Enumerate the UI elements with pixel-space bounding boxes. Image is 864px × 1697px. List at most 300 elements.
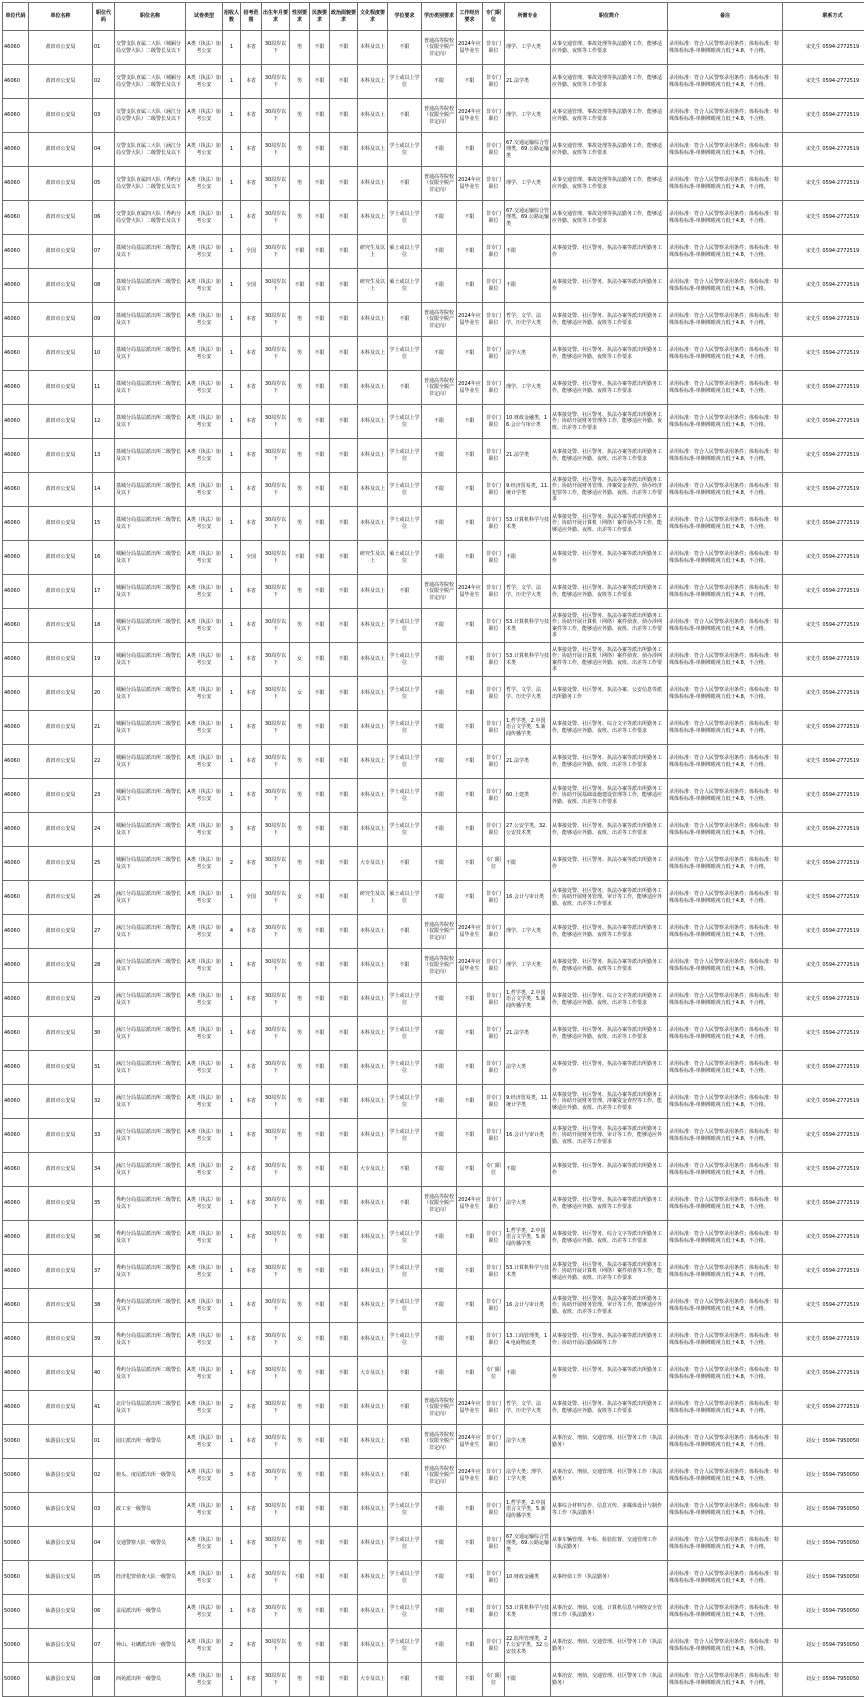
cell-position-code: 28 <box>93 949 115 983</box>
cell-education-category: 不限 <box>422 1561 457 1595</box>
cell-contact: 刘女士 0594-7950050 <box>783 1459 864 1493</box>
cell-unit-name: 莆田市公安局 <box>29 677 93 711</box>
cell-special-position: 非专门职位 <box>483 745 505 779</box>
cell-education-category: 不限 <box>422 1085 457 1119</box>
cell-birth-requirement: 30周岁以下 <box>262 1629 290 1663</box>
cell-education-requirement: 本科及以上 <box>358 133 388 167</box>
cell-exam-type: A类（执法）加考公安 <box>186 133 223 167</box>
cell-work-experience: 不限 <box>457 337 483 371</box>
table-row <box>3 1357 864 1391</box>
cell-education-requirement: 本科及以上 <box>358 983 388 1017</box>
cell-exam-type: A类（执法）加考公安 <box>186 1595 223 1629</box>
cell-required-major: 53.计算机科学与技术类 <box>505 1595 551 1629</box>
cell-work-experience: 2024年应届毕业生 <box>457 1425 483 1459</box>
cell-exam-type: A类（执法）加考公安 <box>186 1357 223 1391</box>
cell-required-major: 21.法学类 <box>505 745 551 779</box>
cell-unit-name: 莆田市公安局 <box>29 1255 93 1289</box>
cell-unit-code: 46060 <box>3 1357 29 1391</box>
cell-recruit-scope: 本省 <box>241 201 262 235</box>
cell-position-code: 12 <box>93 405 115 439</box>
cell-contact: 刘女士 0594-7950050 <box>783 1561 864 1595</box>
cell-degree-requirement: 不限 <box>388 371 422 405</box>
cell-recruit-scope: 本省 <box>241 439 262 473</box>
cell-unit-code: 46060 <box>3 1255 29 1289</box>
cell-gender-requirement: 男 <box>290 1017 310 1051</box>
cell-contact: 刘女士 0594-7950050 <box>783 1595 864 1629</box>
cell-ethnicity-requirement: 不限 <box>310 201 330 235</box>
cell-remarks: 录用标准：符合人民警察录用条件；体检标准：特殊体检标准-单侧裸眼视力低于4.8，不合格。 <box>668 1153 783 1187</box>
cell-position-name: 城厢分局基层派出所二级警长及以下 <box>115 779 186 813</box>
cell-ethnicity-requirement: 不限 <box>310 269 330 303</box>
cell-remarks: 录用标准：符合人民警察录用条件；体检标准：特殊体检标准-单侧裸眼视力低于4.8，不合格。 <box>668 1187 783 1221</box>
cell-unit-name: 莆田市公安局 <box>29 1017 93 1051</box>
table-row <box>3 371 864 405</box>
cell-unit-name: 莆田市公安局 <box>29 439 93 473</box>
cell-exam-type: A类（执法）加考公安 <box>186 269 223 303</box>
cell-recruit-scope: 本省 <box>241 337 262 371</box>
cell-education-requirement: 本科及以上 <box>358 1391 388 1425</box>
cell-required-major: 不限 <box>505 235 551 269</box>
cell-education-category: 普通高等院校（仅限全脱产非定向） <box>422 303 457 337</box>
cell-contact: 宋先生 0594-2772519 <box>783 983 864 1017</box>
cell-unit-code: 46060 <box>3 677 29 711</box>
cell-position-name: 涵江分局基层派出所二级警长及以下 <box>115 983 186 1017</box>
cell-recruit-scope: 本省 <box>241 677 262 711</box>
cell-special-position: 非专门职位 <box>483 1527 505 1561</box>
cell-education-category: 不限 <box>422 1493 457 1527</box>
cell-recruit-count: 2 <box>223 1153 241 1187</box>
cell-position-description: 从事接处警、社区警务、执法办案等派出所勤务工作；协助开展财务管理、审计等工作，能够适应外勤、夜班、出差等工作要求 <box>551 881 668 915</box>
cell-ethnicity-requirement: 不限 <box>310 1595 330 1629</box>
cell-ethnicity-requirement: 不限 <box>310 983 330 1017</box>
cell-contact: 宋先生 0594-2772519 <box>783 779 864 813</box>
cell-recruit-count: 1 <box>223 1561 241 1595</box>
cell-exam-type: A类（执法）加考公安 <box>186 677 223 711</box>
cell-recruit-count: 1 <box>223 1527 241 1561</box>
cell-special-position: 非专门职位 <box>483 711 505 745</box>
cell-unit-code: 50060 <box>3 1629 29 1663</box>
cell-degree-requirement: 学士或以上学位 <box>388 779 422 813</box>
cell-work-experience: 不限 <box>457 1663 483 1697</box>
cell-required-major: 1.哲学类，2.中国语言文学类，5.新闻传播学类 <box>505 711 551 745</box>
cell-position-description: 从事接处警、社区警务、执法办案等派出所勤务工作 <box>551 847 668 881</box>
cell-gender-requirement: 男 <box>290 1051 310 1085</box>
cell-unit-name: 莆田市公安局 <box>29 133 93 167</box>
cell-remarks: 录用标准：符合人民警察录用条件；体检标准：特殊体检标准-单侧裸眼视力低于4.8，不合格。 <box>668 133 783 167</box>
table-row <box>3 1323 864 1357</box>
table-row <box>3 779 864 813</box>
header-degree-requirement: 学位要求 <box>388 3 422 31</box>
header-unit-code: 单位代码 <box>3 3 29 31</box>
cell-birth-requirement: 30周岁以下 <box>262 507 290 541</box>
cell-education-category: 不限 <box>422 269 457 303</box>
cell-work-experience: 不限 <box>457 1357 483 1391</box>
cell-ethnicity-requirement: 不限 <box>310 31 330 65</box>
cell-birth-requirement: 30周岁以下 <box>262 1663 290 1697</box>
cell-contact: 刘女士 0594-7950050 <box>783 1527 864 1561</box>
header-political-requirement: 政治面貌要求 <box>330 3 358 31</box>
cell-gender-requirement: 男 <box>290 1663 310 1697</box>
cell-position-description: 从事接处警、社区警务、执法办案等派出所勤务工作，能够适应外勤、夜班等工作要求 <box>551 949 668 983</box>
cell-exam-type: A类（执法）加考公安 <box>186 813 223 847</box>
cell-unit-name: 莆田市公安局 <box>29 269 93 303</box>
cell-special-position: 非专门职位 <box>483 1493 505 1527</box>
cell-political-requirement: 不限 <box>330 677 358 711</box>
cell-contact: 宋先生 0594-2772519 <box>783 31 864 65</box>
cell-contact: 宋先生 0594-2772519 <box>783 269 864 303</box>
cell-birth-requirement: 30周岁以下 <box>262 983 290 1017</box>
cell-birth-requirement: 30周岁以下 <box>262 133 290 167</box>
cell-exam-type: A类（执法）加考公安 <box>186 1085 223 1119</box>
cell-recruit-count: 1 <box>223 1017 241 1051</box>
cell-remarks: 录用标准：符合人民警察录用条件；体检标准：特殊体检标准-单侧裸眼视力低于4.8，不合格。 <box>668 1493 783 1527</box>
cell-position-name: 荔城分局基层派出所二级警长及以下 <box>115 371 186 405</box>
cell-recruit-count: 1 <box>223 473 241 507</box>
cell-ethnicity-requirement: 不限 <box>310 677 330 711</box>
cell-gender-requirement: 男 <box>290 1357 310 1391</box>
cell-position-name: 榜头、度尾派出所一级警员 <box>115 1459 186 1493</box>
cell-political-requirement: 不限 <box>330 643 358 677</box>
header-work-experience: 工作经历要求 <box>457 3 483 31</box>
cell-work-experience: 不限 <box>457 269 483 303</box>
cell-contact: 宋先生 0594-2772519 <box>783 507 864 541</box>
cell-ethnicity-requirement: 不限 <box>310 745 330 779</box>
cell-contact: 宋先生 0594-2772519 <box>783 303 864 337</box>
cell-work-experience: 不限 <box>457 541 483 575</box>
cell-education-category: 不限 <box>422 439 457 473</box>
cell-position-name: 荔城分局基层派出所二级警长及以下 <box>115 303 186 337</box>
cell-exam-type: A类（执法）加考公安 <box>186 1187 223 1221</box>
cell-ethnicity-requirement: 不限 <box>310 1085 330 1119</box>
cell-exam-type: A类（执法）加考公安 <box>186 31 223 65</box>
cell-gender-requirement: 男 <box>290 847 310 881</box>
cell-unit-name: 莆田市公安局 <box>29 1051 93 1085</box>
cell-position-code: 38 <box>93 1289 115 1323</box>
cell-gender-requirement: 男 <box>290 99 310 133</box>
cell-political-requirement: 不限 <box>330 1357 358 1391</box>
table-row <box>3 1153 864 1187</box>
cell-recruit-count: 1 <box>223 1187 241 1221</box>
cell-political-requirement: 不限 <box>330 1289 358 1323</box>
cell-unit-code: 46060 <box>3 575 29 609</box>
cell-remarks: 录用标准：符合人民警察录用条件；体检标准：特殊体检标准-单侧裸眼视力低于4.8，不合格。 <box>668 1289 783 1323</box>
cell-degree-requirement: 不限 <box>388 303 422 337</box>
cell-political-requirement: 不限 <box>330 983 358 1017</box>
cell-degree-requirement: 学士或以上学位 <box>388 133 422 167</box>
cell-remarks: 录用标准：符合人民警察录用条件；体检标准：特殊体检标准-单侧裸眼视力低于4.8，不合格。 <box>668 915 783 949</box>
table-row <box>3 575 864 609</box>
cell-gender-requirement: 男 <box>290 303 310 337</box>
cell-political-requirement: 不限 <box>330 711 358 745</box>
cell-remarks: 录用标准：符合人民警察录用条件；体检标准：特殊体检标准-单侧裸眼视力低于4.8，不合格。 <box>668 303 783 337</box>
cell-exam-type: A类（执法）加考公安 <box>186 235 223 269</box>
cell-work-experience: 不限 <box>457 1629 483 1663</box>
cell-unit-code: 46060 <box>3 167 29 201</box>
cell-political-requirement: 不限 <box>330 303 358 337</box>
cell-work-experience: 不限 <box>457 1051 483 1085</box>
cell-remarks: 录用标准：符合人民警察录用条件；体检标准：特殊体检标准-单侧裸眼视力低于4.8，不合格。 <box>668 881 783 915</box>
table-row <box>3 949 864 983</box>
recruitment-table <box>2 2 864 1697</box>
cell-position-name: 盖尾派出所一级警员 <box>115 1595 186 1629</box>
cell-position-description: 从事接处警、社区警务、执法办案等派出所勤务工作；协助开展财务管理、审计等工作，能够适应外勤、夜班、出差等工作要求 <box>551 1289 668 1323</box>
cell-contact: 宋先生 0594-2772519 <box>783 1119 864 1153</box>
cell-special-position: 非专门职位 <box>483 507 505 541</box>
cell-political-requirement: 不限 <box>330 405 358 439</box>
cell-position-description: 从事接处警、社区警务、执法办案等派出所勤务工作，能够适应外勤、夜班、出差等工作要求 <box>551 439 668 473</box>
cell-recruit-count: 1 <box>223 881 241 915</box>
cell-special-position: 专门职位 <box>483 847 505 881</box>
cell-recruit-count: 1 <box>223 983 241 1017</box>
table-row <box>3 643 864 677</box>
cell-recruit-scope: 本省 <box>241 1085 262 1119</box>
cell-ethnicity-requirement: 不限 <box>310 1221 330 1255</box>
cell-birth-requirement: 30周岁以下 <box>262 1357 290 1391</box>
table-row <box>3 473 864 507</box>
cell-recruit-count: 1 <box>223 167 241 201</box>
cell-position-name: 政工室一级警员 <box>115 1493 186 1527</box>
cell-unit-code: 46060 <box>3 1221 29 1255</box>
cell-position-code: 17 <box>93 575 115 609</box>
cell-ethnicity-requirement: 不限 <box>310 881 330 915</box>
cell-position-description: 从事治安、刑侦、交通管理、社区警务工作（执法勤务） <box>551 1459 668 1493</box>
cell-ethnicity-requirement: 不限 <box>310 813 330 847</box>
cell-position-description: 从事接处警、社区警务、执法办案等派出所勤务工作，能够适应外勤、夜班等工作要求 <box>551 1391 668 1425</box>
cell-birth-requirement: 30周岁以下 <box>262 1255 290 1289</box>
cell-unit-name: 莆田市公安局 <box>29 1085 93 1119</box>
cell-degree-requirement: 学士或以上学位 <box>388 1629 422 1663</box>
cell-position-description: 从事接处警、社区警务、执法办案等派出所勤务工作；协助开展后勤保障等工作 <box>551 1323 668 1357</box>
cell-political-requirement: 不限 <box>330 235 358 269</box>
cell-required-major: 理学、工学大类 <box>505 371 551 405</box>
cell-remarks: 录用标准：符合人民警察录用条件；体检标准：特殊体检标准-单侧裸眼视力低于4.8，不合格。 <box>668 473 783 507</box>
cell-position-code: 04 <box>93 133 115 167</box>
cell-contact: 宋先生 0594-2772519 <box>783 677 864 711</box>
cell-degree-requirement: 学士或以上学位 <box>388 711 422 745</box>
cell-unit-name: 仙游县公安局 <box>29 1459 93 1493</box>
cell-required-major: 13.工商管理类，14.电商物流类 <box>505 1323 551 1357</box>
cell-position-name: 交警支队直属四大队（秀屿分局交警大队）二级警长及以下 <box>115 201 186 235</box>
cell-position-code: 18 <box>93 609 115 643</box>
cell-required-major: 53.计算机科学与技术类 <box>505 1255 551 1289</box>
cell-ethnicity-requirement: 不限 <box>310 847 330 881</box>
cell-exam-type: A类（执法）加考公安 <box>186 1051 223 1085</box>
cell-special-position: 非专门职位 <box>483 1561 505 1595</box>
cell-gender-requirement: 男 <box>290 439 310 473</box>
cell-exam-type: A类（执法）加考公安 <box>186 1119 223 1153</box>
cell-exam-type: A类（执法）加考公安 <box>186 167 223 201</box>
cell-recruit-scope: 全国 <box>241 881 262 915</box>
cell-birth-requirement: 30周岁以下 <box>262 371 290 405</box>
cell-required-major: 9.经济贸易类，11.统计学类 <box>505 473 551 507</box>
cell-required-major: 1.哲学类，2.中国语言文学类，5.新闻传播学类 <box>505 1493 551 1527</box>
cell-position-name: 园庄派出所一级警员 <box>115 1425 186 1459</box>
cell-remarks: 录用标准：符合人民警察录用条件；体检标准：特殊体检标准-单侧裸眼视力低于4.8，不合格。 <box>668 235 783 269</box>
cell-recruit-scope: 本省 <box>241 1051 262 1085</box>
cell-remarks: 录用标准：符合人民警察录用条件；体检标准：特殊体检标准-单侧裸眼视力低于4.8，不合格。 <box>668 371 783 405</box>
cell-unit-name: 莆田市公安局 <box>29 643 93 677</box>
cell-position-description: 从事交通管理、事故处理等执法勤务工作，能够适应外勤、夜班等工作要求 <box>551 99 668 133</box>
cell-gender-requirement: 女 <box>290 643 310 677</box>
cell-unit-name: 莆田市公安局 <box>29 473 93 507</box>
cell-position-name: 城厢分局基层派出所二级警长及以下 <box>115 711 186 745</box>
table-row <box>3 541 864 575</box>
cell-recruit-count: 1 <box>223 575 241 609</box>
cell-position-name: 城厢分局基层派出所二级警长及以下 <box>115 541 186 575</box>
table-row <box>3 1051 864 1085</box>
cell-unit-code: 46060 <box>3 779 29 813</box>
cell-gender-requirement: 男 <box>290 779 310 813</box>
cell-gender-requirement: 男 <box>290 65 310 99</box>
cell-contact: 宋先生 0594-2772519 <box>783 473 864 507</box>
cell-recruit-count: 1 <box>223 1595 241 1629</box>
cell-unit-name: 莆田市公安局 <box>29 1357 93 1391</box>
cell-contact: 宋先生 0594-2772519 <box>783 439 864 473</box>
cell-required-major: 21.法学类 <box>505 65 551 99</box>
table-row <box>3 337 864 371</box>
cell-contact: 宋先生 0594-2772519 <box>783 813 864 847</box>
cell-work-experience: 2024年应届毕业生 <box>457 575 483 609</box>
cell-birth-requirement: 30周岁以下 <box>262 643 290 677</box>
cell-position-code: 07 <box>93 235 115 269</box>
cell-remarks: 录用标准：符合人民警察录用条件；体检标准：特殊体检标准-单侧裸眼视力低于4.8，不合格。 <box>668 1391 783 1425</box>
cell-unit-code: 50060 <box>3 1425 29 1459</box>
cell-degree-requirement: 学士或以上学位 <box>388 1255 422 1289</box>
cell-special-position: 非专门职位 <box>483 677 505 711</box>
cell-required-major: 22.监所管理类，27.公安学类，32.公安技术类 <box>505 1629 551 1663</box>
cell-contact: 刘女士 0594-7950050 <box>783 1425 864 1459</box>
cell-work-experience: 不限 <box>457 1119 483 1153</box>
cell-recruit-count: 1 <box>223 65 241 99</box>
cell-position-name: 交警支队直属二大队（城厢分局交警大队）二级警长及以下 <box>115 31 186 65</box>
cell-education-requirement: 本科及以上 <box>358 1289 388 1323</box>
cell-unit-name: 仙游县公安局 <box>29 1561 93 1595</box>
cell-political-requirement: 不限 <box>330 1255 358 1289</box>
cell-political-requirement: 不限 <box>330 847 358 881</box>
cell-ethnicity-requirement: 不限 <box>310 507 330 541</box>
cell-degree-requirement: 不限 <box>388 847 422 881</box>
cell-ethnicity-requirement: 不限 <box>310 643 330 677</box>
cell-special-position: 专门职位 <box>483 1357 505 1391</box>
cell-position-name: 荔城分局基层派出所二级警长及以下 <box>115 405 186 439</box>
cell-position-name: 交通警察大队一级警员 <box>115 1527 186 1561</box>
cell-recruit-scope: 本省 <box>241 813 262 847</box>
cell-special-position: 非专门职位 <box>483 337 505 371</box>
cell-ethnicity-requirement: 不限 <box>310 1527 330 1561</box>
cell-remarks: 录用标准：符合人民警察录用条件；体检标准：特殊体检标准-单侧裸眼视力低于4.8，不合格。 <box>668 1595 783 1629</box>
cell-unit-code: 46060 <box>3 881 29 915</box>
cell-special-position: 非专门职位 <box>483 881 505 915</box>
cell-recruit-count: 1 <box>223 779 241 813</box>
cell-work-experience: 不限 <box>457 507 483 541</box>
cell-remarks: 录用标准：符合人民警察录用条件；体检标准：特殊体检标准-单侧裸眼视力低于4.8，不合格。 <box>668 1323 783 1357</box>
cell-work-experience: 2024年应届毕业生 <box>457 1187 483 1221</box>
cell-gender-requirement: 男 <box>290 1119 310 1153</box>
cell-position-code: 14 <box>93 473 115 507</box>
cell-contact: 宋先生 0594-2772519 <box>783 541 864 575</box>
cell-birth-requirement: 30周岁以下 <box>262 337 290 371</box>
cell-position-description: 从事车辆管理、年检、检验监督、交通管理工作（执法勤务） <box>551 1527 668 1561</box>
cell-recruit-scope: 全国 <box>241 235 262 269</box>
cell-recruit-count: 1 <box>223 677 241 711</box>
table-row <box>3 983 864 1017</box>
cell-position-code: 25 <box>93 847 115 881</box>
cell-education-category: 不限 <box>422 983 457 1017</box>
cell-ethnicity-requirement: 不限 <box>310 915 330 949</box>
cell-special-position: 非专门职位 <box>483 1187 505 1221</box>
cell-contact: 宋先生 0594-2772519 <box>783 1323 864 1357</box>
cell-gender-requirement: 不限 <box>290 235 310 269</box>
cell-special-position: 非专门职位 <box>483 643 505 677</box>
cell-position-description: 从事接处警、社区警务、执法办案等派出所勤务工作；协助开展计算机（网络）案件侦办等工作，能够适应外勤、夜班、出差等工作要求 <box>551 507 668 541</box>
cell-education-category: 不限 <box>422 541 457 575</box>
cell-remarks: 录用标准：符合人民警察录用条件；体检标准：特殊体检标准-单侧裸眼视力低于4.8，不合格。 <box>668 1357 783 1391</box>
cell-position-description: 从事接处警、社区警务、综合文字等派出所勤务工作，能够适应外勤、夜班、出差等工作要求 <box>551 711 668 745</box>
cell-required-major: 9.经济贸易类，11.统计学类 <box>505 1085 551 1119</box>
cell-position-description: 从事接处警、社区警务、执法办案等派出所勤务工作 <box>551 541 668 575</box>
cell-position-description: 从事接处警、社区警务、执法办案等派出所勤务工作；协助开展财务管理等工作，能够适应外勤、夜班、出差等工作要求 <box>551 405 668 439</box>
cell-birth-requirement: 30周岁以下 <box>262 1595 290 1629</box>
cell-unit-code: 46060 <box>3 541 29 575</box>
cell-ethnicity-requirement: 不限 <box>310 1493 330 1527</box>
cell-unit-code: 46060 <box>3 1187 29 1221</box>
table-row <box>3 1221 864 1255</box>
cell-education-category: 不限 <box>422 1595 457 1629</box>
cell-position-name: 涵江分局基层派出所二级警长及以下 <box>115 1051 186 1085</box>
cell-political-requirement: 不限 <box>330 337 358 371</box>
cell-position-code: 08 <box>93 1663 115 1697</box>
cell-position-code: 01 <box>93 31 115 65</box>
cell-recruit-scope: 本省 <box>241 609 262 643</box>
cell-required-major: 16.会计与审计类 <box>505 1119 551 1153</box>
table-row <box>3 1187 864 1221</box>
cell-gender-requirement: 男 <box>290 473 310 507</box>
cell-recruit-scope: 本省 <box>241 949 262 983</box>
cell-position-code: 02 <box>93 1459 115 1493</box>
cell-unit-name: 莆田市公安局 <box>29 167 93 201</box>
cell-political-requirement: 不限 <box>330 575 358 609</box>
cell-position-code: 24 <box>93 813 115 847</box>
cell-political-requirement: 不限 <box>330 1187 358 1221</box>
cell-exam-type: A类（执法）加考公安 <box>186 1527 223 1561</box>
cell-position-code: 41 <box>93 1391 115 1425</box>
cell-education-category: 普通高等院校（仅限全脱产非定向） <box>422 1391 457 1425</box>
cell-special-position: 非专门职位 <box>483 1221 505 1255</box>
cell-required-major: 不限 <box>505 541 551 575</box>
cell-education-requirement: 大专及以上 <box>358 1357 388 1391</box>
cell-position-name: 交警支队直属三大队（涵江分局交警大队）二级警长及以下 <box>115 99 186 133</box>
cell-unit-name: 莆田市公安局 <box>29 881 93 915</box>
cell-required-major: 67.交通运输综合管理类，69.公路运输类 <box>505 201 551 235</box>
cell-political-requirement: 不限 <box>330 881 358 915</box>
cell-position-description: 从事交通管理、事故处理等执法勤务工作，能够适应外勤、夜班等工作要求 <box>551 133 668 167</box>
cell-position-description: 从事接处警、社区警务、执法办案等派出所勤务工作 <box>551 269 668 303</box>
cell-unit-name: 莆田市公安局 <box>29 1119 93 1153</box>
cell-contact: 宋先生 0594-2772519 <box>783 133 864 167</box>
cell-position-name: 秀屿分局基层派出所二级警长及以下 <box>115 1221 186 1255</box>
cell-contact: 宋先生 0594-2772519 <box>783 1357 864 1391</box>
cell-ethnicity-requirement: 不限 <box>310 1323 330 1357</box>
cell-education-requirement: 本科及以上 <box>358 1017 388 1051</box>
cell-position-description: 从事接处警、社区警务、执法办案等派出所勤务工作，能够适应外勤、夜班等工作要求 <box>551 575 668 609</box>
cell-degree-requirement: 学士或以上学位 <box>388 643 422 677</box>
cell-position-code: 35 <box>93 1187 115 1221</box>
table-row <box>3 1663 864 1697</box>
cell-required-major: 法学大类；理学、工学大类 <box>505 1459 551 1493</box>
cell-gender-requirement: 男 <box>290 1255 310 1289</box>
cell-unit-name: 莆田市公安局 <box>29 31 93 65</box>
cell-political-requirement: 不限 <box>330 65 358 99</box>
